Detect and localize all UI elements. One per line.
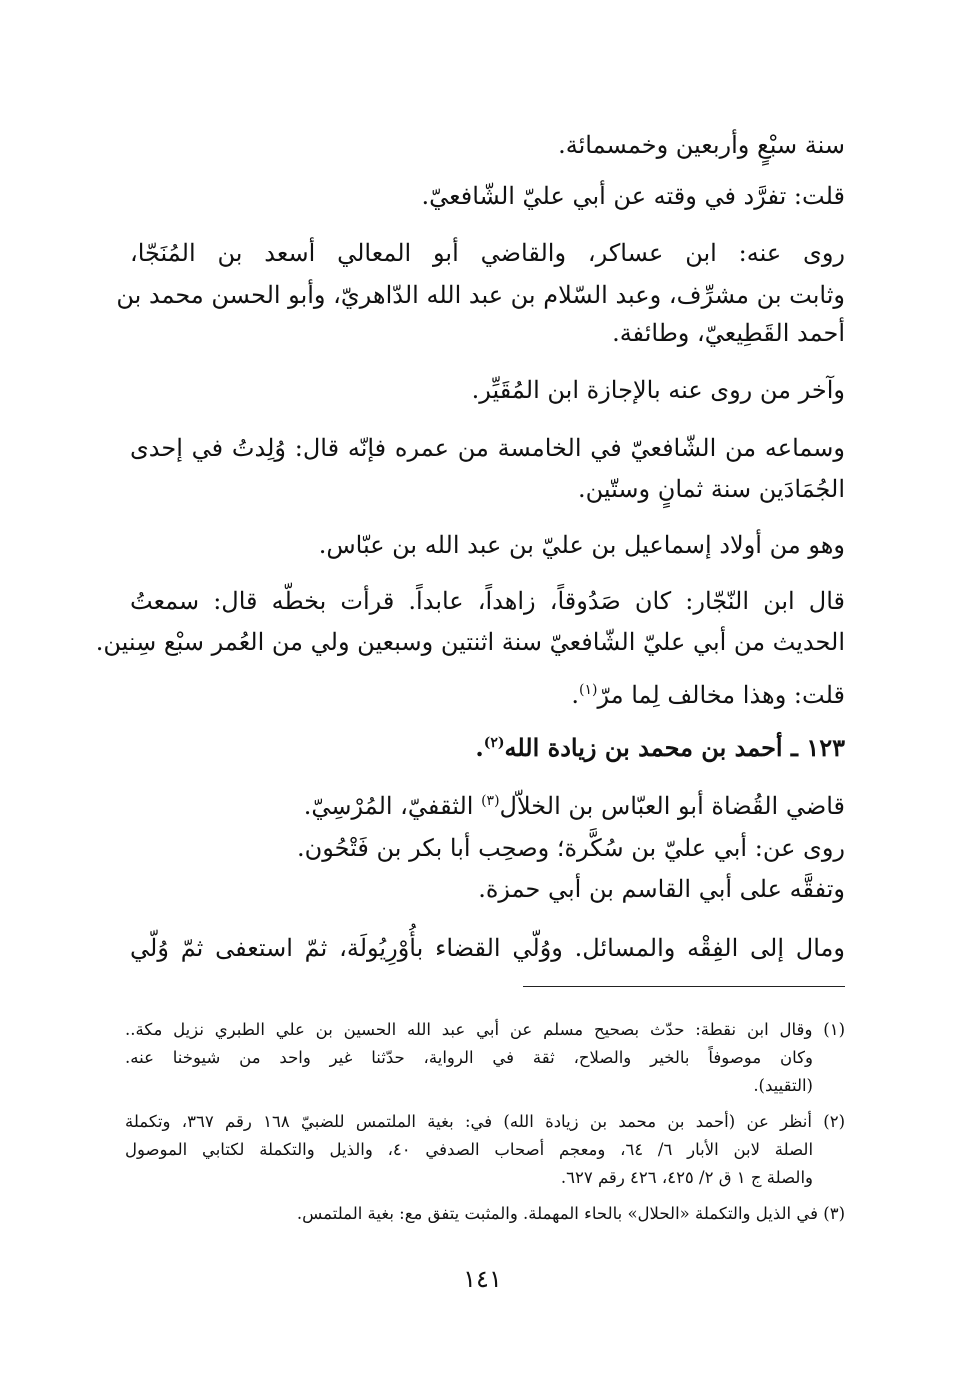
text-line: روى عنه: ابن عساكر، والقاضي أبو المعالي أسعد بن المُنَجّا، xyxy=(130,239,845,267)
text-run: قلت: وهذا مخالف لِما مرّ xyxy=(597,681,845,709)
footnote-line: (التقييد). xyxy=(753,1076,813,1095)
text-line xyxy=(571,675,845,715)
text-line: وثابت بن مشرِّف، وعبد السّلام بن عبد الله الدّاهريّ، وأبو الحسن محمد بن xyxy=(116,281,845,309)
text-line: ومال إلى الفِقْه والمسائل. ووُلّي القضاء بأُوْرِيُولَة، ثمّ استعفى ثمّ وُلّي xyxy=(130,934,845,962)
footnote-line: وكان موصوفاً بالخير والصلاح، ثقة في الرواية، حدّثنا غير واحد من شيوخنا عنه. xyxy=(125,1048,813,1067)
text-line: وهو من أولاد إسماعيل بن عليّ بن عبد الله بن عبّاس. xyxy=(318,531,845,559)
page-number: ١٤١ xyxy=(463,1265,502,1293)
footnote-line: (٢) أنظر عن (أحمد بن محمد بن زيادة الله) في: بغية الملتمس للضبيّ ١٦٨ رقم ٣٦٧، وتكملة xyxy=(125,1112,846,1131)
text-line: وآخر من روى عنه بالإجازة ابن المُقَيِّر. xyxy=(471,376,845,404)
text-line xyxy=(304,786,845,826)
text-run: الثقفيّ، المُرْسِيّ. xyxy=(303,792,482,820)
footnote-line: الصلة لابن الأبار ٦/ ٦٤، ومعجم أصحاب الصدفي ٤٠، والذيل والتكملة لكتابي الموصول xyxy=(125,1140,814,1159)
footnote-divider xyxy=(523,986,845,987)
text-line: سنة سبْعٍ وأربعين وخمسمائة. xyxy=(558,131,845,159)
footnote-line: (١) وقال ابن نقطة: حدّث بصحيح مسلم عن أبي عبد الله الحسين بن علي الطبري نزيل مكة.. xyxy=(125,1020,845,1039)
footnote-ref[interactable]: (٣) xyxy=(481,793,500,809)
text-line: وسماعه من الشّافعيّ في الخامسة من عمره فإنّه قال: وُلِدتُ في إحدى xyxy=(130,434,845,462)
text-line: الحديث من أبي عليّ الشّافعيّ سنة اثنتين وسبعين ولي من العُمر سبْع سِنين. xyxy=(95,628,845,656)
text-line: الجُمَادَين سنة ثمانٍ وستّين. xyxy=(578,475,845,503)
text-run: . xyxy=(571,681,580,709)
text-line: أحمد القَطِيعيّ، وطائفة. xyxy=(612,319,845,347)
footnote-ref[interactable]: (١) xyxy=(579,682,598,698)
text-run: . xyxy=(475,733,484,762)
footnote-ref[interactable]: (٢) xyxy=(483,735,505,751)
text-run: قاضي القُضاة أبو العبّاس بن الخلاّل xyxy=(499,792,845,820)
entry-title: ١٢٣ ـ أحمد بن محمد بن زيادة الله xyxy=(504,733,845,762)
text-line: روى عن: أبي عليّ بن سُكَّرة؛ وصحِب أبا بكر بن فَتْحُون. xyxy=(297,834,845,862)
text-line: قال ابن النّجّار: كان صَدُوقاً، زاهداً، عابداً. قرأت بخطّه قال: سمعتُ xyxy=(130,587,845,615)
footnote-line: (٣) في الذيل والتكملة «الحلال» بالحاء المهملة. والمثبت يتفق مع: بغية الملتمس. xyxy=(296,1204,845,1223)
entry-heading xyxy=(475,728,845,768)
text-line: قلت: تفرَّد في وقته عن أبي عليّ الشّافعيّ. xyxy=(421,182,845,210)
footnote-line: والصلة ج ١ ق ٢/ ٤٢٥، ٤٢٦ رقم ٦٢٧. xyxy=(560,1168,813,1187)
text-line: وتفقَّه على أبي القاسم بن أبي حمزة. xyxy=(478,875,845,903)
